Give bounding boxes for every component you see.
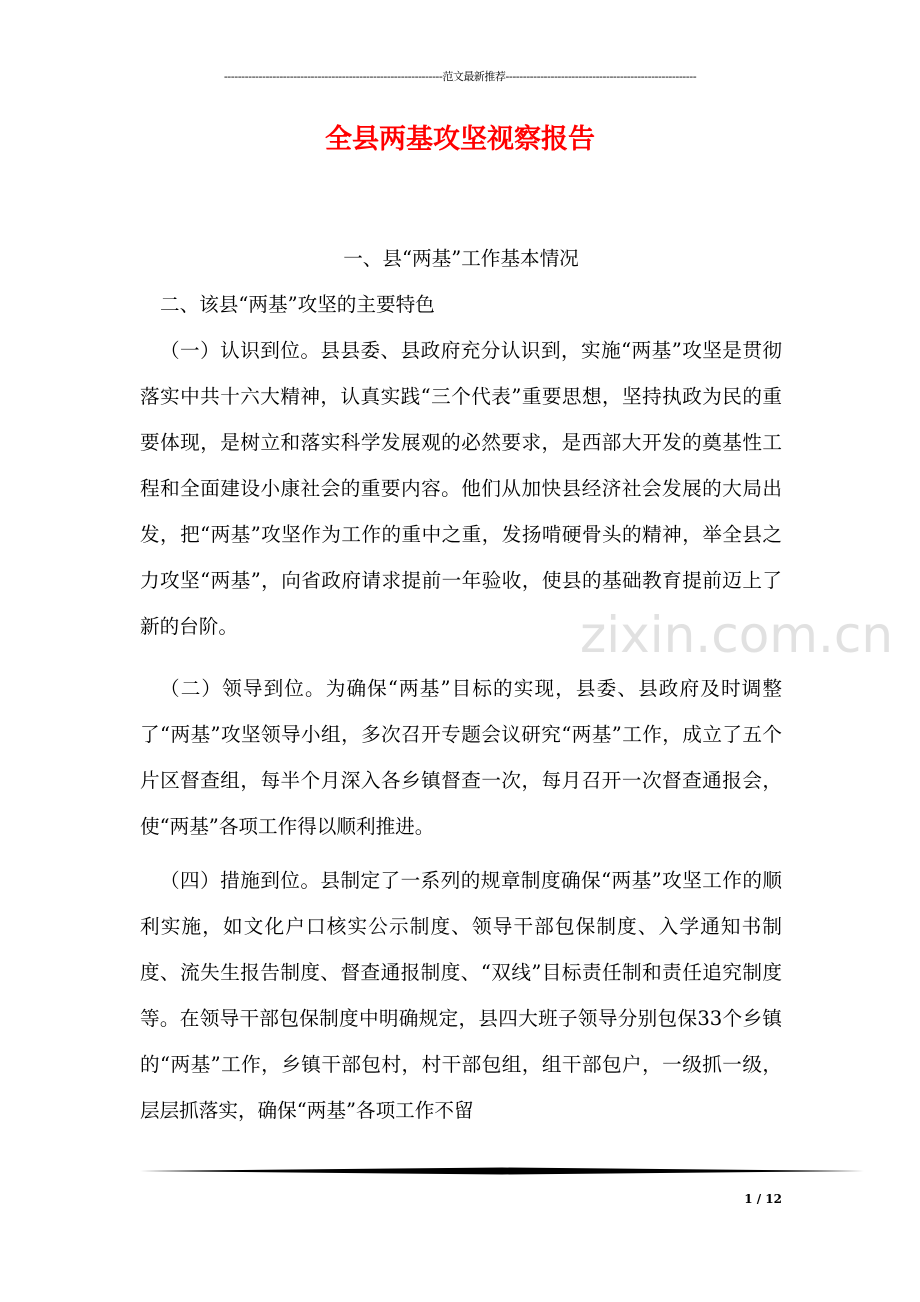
header-banner: ---------------------------------------------------------------范文最新推荐------------------------------------------------------- [223, 70, 697, 83]
paragraph-leadership: （二）领导到位。为确保“两基”目标的实现，县委、县政府及时调整了“两基”攻坚领导小组，多次召开专题会议研究“两基”工作，成立了五个片区督查组，每半个月深入各乡镇督查一次，每月召开一次督查通报会，使“两基”各项工作得以顺利推进。 [140, 677, 782, 838]
section-2-heading: 二、该县“两基”攻坚的主要特色 [160, 293, 435, 316]
footer-rule [140, 1167, 864, 1175]
document-title: 全县两基攻坚视察报告 [325, 124, 595, 155]
watermark-text: zixin.com.cn [580, 606, 894, 664]
paragraph-measures: （四）措施到位。县制定了一系列的规章制度确保“两基”攻坚工作的顺利实施，如文化户口核实公示制度、领导干部包保制度、入学通知书制度、流失生报告制度、督查通报制度、“双线”目标责任制和责任追究制度等。在领导干部包保制度中明确规定，县四大班子领导分别包保33个乡镇的“两基”工作，乡镇干部包村，村干部包组，组干部包户，一级抓一级，层层抓落实，确保“两基”各项工作不留 [140, 869, 782, 1122]
paragraph-understanding: （一）认识到位。县县委、县政府充分认识到，实施“两基”攻坚是贯彻落实中共十六大精神，认真实践“三个代表”重要思想，坚持执政为民的重要体现，是树立和落实科学发展观的必然要求，是西部大开发的奠基性工程和全面建设小康社会的重要内容。他们从加快县经济社会发展的大局出发，把“两基”攻坚作为工作的重中之重，发扬啃硬骨头的精神，举全县之力攻坚“两基”，向省政府请求提前一年验收，使县的基础教育提前迈上了新的台阶。 [140, 339, 782, 638]
page-number: 1 / 12 [744, 1192, 782, 1206]
section-1-heading: 一、县“两基”工作基本情况 [343, 247, 579, 270]
